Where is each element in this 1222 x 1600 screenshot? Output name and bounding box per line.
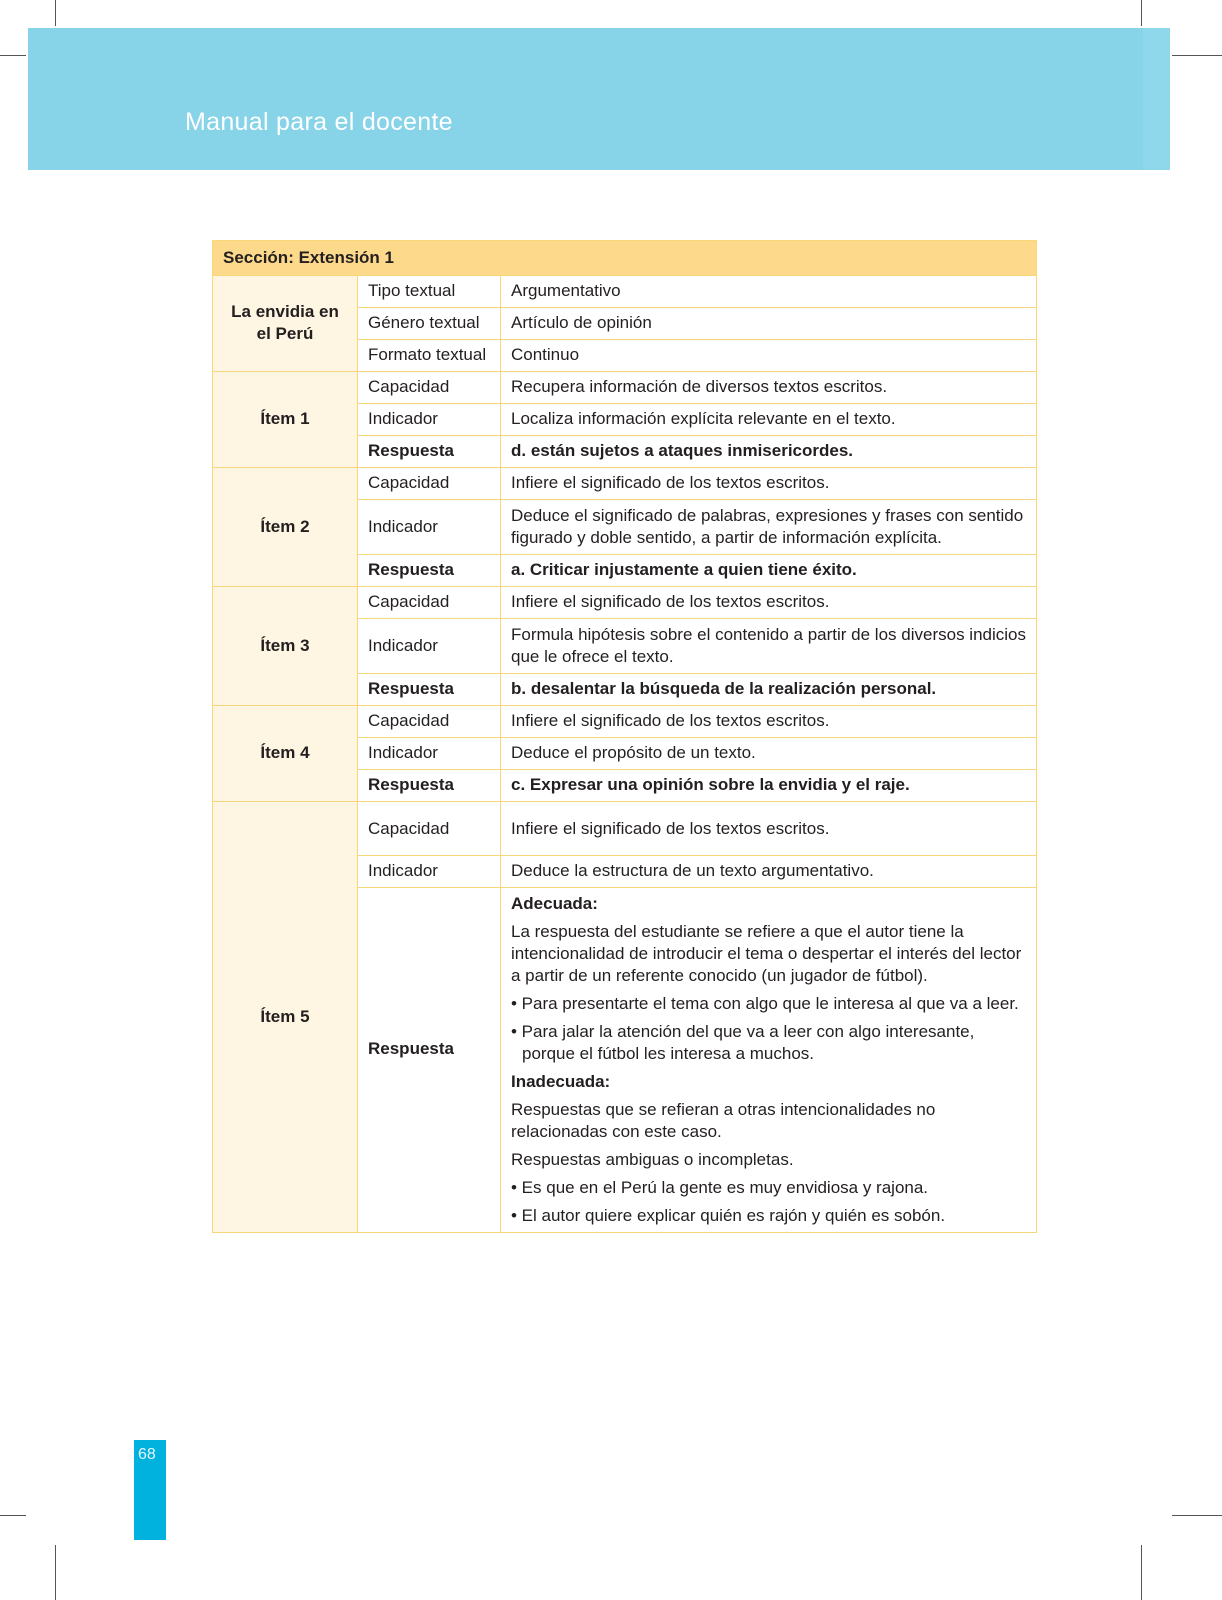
table-row xyxy=(213,587,1037,619)
item-label: Ítem 1 xyxy=(213,372,358,468)
evaluation-table xyxy=(212,240,1037,1233)
table-row xyxy=(213,468,1037,500)
inadecuada-description: Respuestas que se refieran a otras intencionalidades no relacionadas con este caso. xyxy=(511,1100,936,1141)
respuesta-value: b. desalentar la búsqueda de la realización personal. xyxy=(501,674,1037,706)
respuesta-value: a. Criticar injustamente a quien tiene éxito. xyxy=(501,555,1037,587)
capacidad-label: Capacidad xyxy=(358,468,501,500)
indicador-value: Deduce el propósito de un texto. xyxy=(501,738,1037,770)
respuesta-label: Respuesta xyxy=(358,674,501,706)
respuesta-value: d. están sujetos a ataques inmisericordes. xyxy=(501,436,1037,468)
attribute-label: Género textual xyxy=(358,308,501,340)
list-item: • Para presentarte el tema con algo que le interesa al que va a leer. xyxy=(511,994,1019,1013)
capacidad-label: Capacidad xyxy=(358,802,501,856)
section-title: Sección: Extensión 1 xyxy=(213,241,1037,276)
respuesta-label: Respuesta xyxy=(358,555,501,587)
list-item: • El autor quiere explicar quién es rajón y quién es sobón. xyxy=(511,1206,946,1225)
capacidad-value: Infiere el significado de los textos escritos. xyxy=(501,587,1037,619)
capacidad-value: Recupera información de diversos textos escritos. xyxy=(501,372,1037,404)
indicador-label: Indicador xyxy=(358,856,501,888)
attribute-value: Argumentativo xyxy=(501,276,1037,308)
page-header-title: Manual para el docente xyxy=(185,108,453,136)
crop-mark xyxy=(55,0,56,26)
respuesta-value: c. Expresar una opinión sobre la envidia y el raje. xyxy=(501,770,1037,802)
crop-mark xyxy=(55,1545,56,1600)
list-item: • Es que en el Perú la gente es muy envidiosa y rajona. xyxy=(511,1178,929,1197)
capacidad-label: Capacidad xyxy=(358,706,501,738)
indicador-value: Deduce la estructura de un texto argumentativo. xyxy=(501,856,1037,888)
text-title-cell: La envidia en el Perú xyxy=(213,276,358,372)
crop-mark xyxy=(1172,55,1222,56)
respuesta-label: Respuesta xyxy=(358,888,501,1233)
section-header-row xyxy=(213,241,1037,276)
item-label: Ítem 4 xyxy=(213,706,358,802)
inadecuada-heading: Inadecuada: xyxy=(511,1072,611,1091)
attribute-label: Formato textual xyxy=(358,340,501,372)
respuesta-label: Respuesta xyxy=(358,436,501,468)
list-item: • Para jalar la atención del que va a leer con algo interesante, porque el fútbol les interesa a muchos. xyxy=(511,1022,975,1063)
table-row xyxy=(213,372,1037,404)
crop-mark xyxy=(0,55,26,56)
indicador-value: Deduce el significado de palabras, expresiones y frases con sentido figurado y doble sentido, a partir de información explícita. xyxy=(501,500,1037,555)
page-number: 68 xyxy=(138,1446,156,1463)
respuesta-rubric xyxy=(501,888,1037,1233)
indicador-label: Indicador xyxy=(358,500,501,555)
indicador-value: Formula hipótesis sobre el contenido a partir de los diversos indicios que le ofrece el texto. xyxy=(501,619,1037,674)
table-row xyxy=(213,276,1037,308)
capacidad-label: Capacidad xyxy=(358,587,501,619)
crop-mark xyxy=(1172,1515,1222,1516)
adecuada-heading: Adecuada: xyxy=(511,894,598,913)
capacidad-value: Infiere el significado de los textos escritos. xyxy=(501,706,1037,738)
crop-mark xyxy=(1141,1545,1142,1600)
crop-mark xyxy=(0,1515,26,1516)
table-row xyxy=(213,802,1037,856)
inadecuada-description: Respuestas ambiguas o incompletas. xyxy=(511,1150,794,1169)
indicador-label: Indicador xyxy=(358,619,501,674)
item-label: Ítem 5 xyxy=(213,802,358,1233)
item-label: Ítem 2 xyxy=(213,468,358,587)
header-band-edge xyxy=(1143,28,1170,170)
attribute-label: Tipo textual xyxy=(358,276,501,308)
item-label: Ítem 3 xyxy=(213,587,358,706)
capacidad-value: Infiere el significado de los textos escritos. xyxy=(501,468,1037,500)
attribute-value: Artículo de opinión xyxy=(501,308,1037,340)
indicador-value: Localiza información explícita relevante en el texto. xyxy=(501,404,1037,436)
capacidad-label: Capacidad xyxy=(358,372,501,404)
capacidad-value: Infiere el significado de los textos escritos. xyxy=(501,802,1037,856)
indicador-label: Indicador xyxy=(358,404,501,436)
indicador-label: Indicador xyxy=(358,738,501,770)
respuesta-label: Respuesta xyxy=(358,770,501,802)
attribute-value: Continuo xyxy=(501,340,1037,372)
crop-mark xyxy=(1141,0,1142,26)
table-row xyxy=(213,706,1037,738)
adecuada-description: La respuesta del estudiante se refiere a que el autor tiene la intencionalidad de introducir el tema o despertar el interés del lector a partir de un referente conocido (un jugador de fútbol). xyxy=(511,922,1022,985)
header-band xyxy=(28,28,1170,170)
